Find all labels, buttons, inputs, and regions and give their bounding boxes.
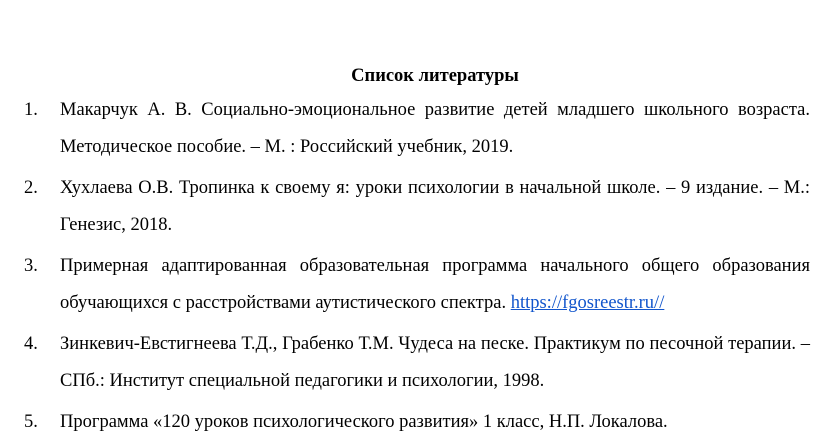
list-item [0,92,816,166]
list-item-number: 1. [24,100,38,120]
list-item [0,404,816,441]
reference-text: Зинкевич-Евстигнеева Т.Д., Грабенко Т.М. Чудеса на песке. Практикум по песочной терапии. – СПб.: Институт специальной педагогики и психологии, 1998. [60,334,810,391]
page-title: Список литературы [351,66,519,86]
reference-text: Хухлаева О.В. Тропинка к своему я: уроки психологии в начальной школе. – 9 издание. – М.: Генезис, 2018. [60,178,810,235]
reference-text: Примерная адаптированная образовательная программа начального общего образования обучающихся с расстройствами аутистического спектра. [60,256,810,313]
list-item-text [60,170,810,244]
reference-link[interactable]: https://fgosreestr.ru// [510,293,665,313]
list-item-number: 4. [24,334,38,354]
reference-list [0,92,816,445]
list-item-number: 3. [24,256,38,276]
list-item-number: 2. [24,178,38,198]
list-item [0,326,816,400]
reference-text: Макарчук А. В. Социально-эмоциональное развитие детей младшего школьного возраста. Методическое пособие. – М. : Российский учебник, 2019. [60,100,810,157]
reference-text: Программа «120 уроков психологического развития» 1 класс, Н.П. Локалова. [60,412,668,432]
list-item [0,170,816,244]
list-item-text [60,92,810,166]
list-item-text [60,326,810,400]
list-item-number: 5. [24,412,38,432]
list-item-text [60,248,810,322]
list-item [0,248,816,322]
list-item-text [60,404,810,441]
